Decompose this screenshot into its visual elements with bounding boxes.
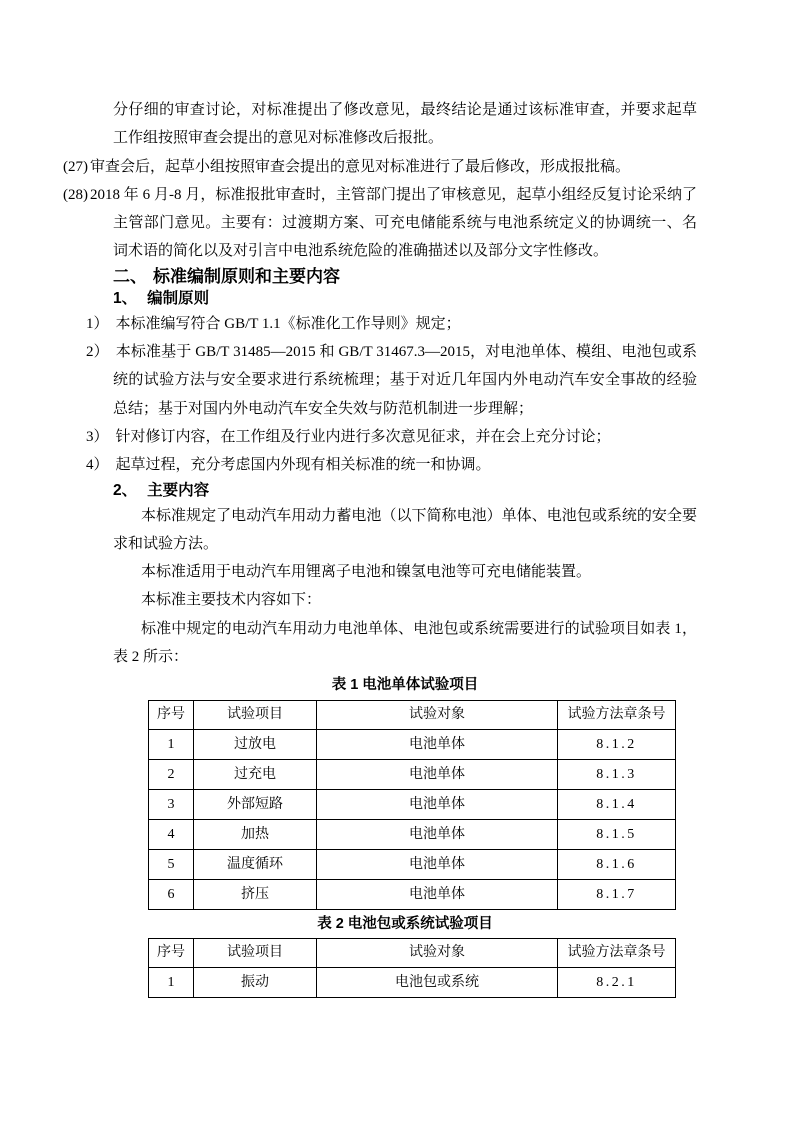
section-heading-marker: 二、 [113,266,147,286]
subsection-heading-2 [113,480,697,502]
table-cell-clause: 8.1.7 [558,879,676,909]
section-heading-title: 标准编制原则和主要内容 [153,266,340,286]
table-cell-seq: 4 [149,819,194,849]
item-marker: 4） [86,457,109,474]
table-cell-item: 挤压 [194,879,317,909]
principle-item-3 [86,423,697,451]
section-heading [113,266,697,288]
table-cell-object: 电池包或系统 [317,967,558,997]
item-text: 起草过程，充分考虑国内外现有相关标准的统一和协调。 [115,457,491,474]
table-cell-item: 过放电 [194,729,317,759]
table-1-header-clause: 试验方法章条号 [558,700,676,729]
table-cell-clause: 8.2.1 [558,967,676,997]
item-marker: 2） [86,344,109,361]
table-row [149,967,676,997]
principle-item-1 [86,310,697,338]
table-1 [148,700,676,910]
table-cell-clause: 8.1.2 [558,729,676,759]
table-row [149,789,676,819]
table-2 [148,938,676,998]
table-cell-object: 电池单体 [317,849,558,879]
table-cell-item: 温度循环 [194,849,317,879]
table-cell-item: 外部短路 [194,789,317,819]
table-row [149,759,676,789]
body-paragraph-scope: 本标准规定了电动汽车用动力蓄电池（以下简称电池）单体、电池包或系统的安全要求和试验方法。 [113,507,697,552]
item-marker: (28) [63,186,88,203]
table-1-header-row [149,700,676,729]
table-cell-item: 振动 [194,967,317,997]
subsection-1-title: 编制原则 [147,289,210,307]
principle-item-2 [86,338,697,423]
table-2-caption: 表 2 电池包或系统试验项目 [317,915,493,932]
table-1-header-seq: 序号 [149,700,194,729]
table-2-header-row [149,938,676,967]
table-1-header-item: 试验项目 [194,700,317,729]
item-text: 本标准编写符合 GB/T 1.1《标准化工作导则》规定； [115,315,461,332]
document-content [63,96,697,998]
table-2-header-item: 试验项目 [194,938,317,967]
table-row [149,879,676,909]
table-cell-clause: 8.1.6 [558,849,676,879]
subsection-heading-1 [113,288,697,310]
table-2-header-clause: 试验方法章条号 [558,938,676,967]
subsection-1-marker: 1、 [113,289,138,307]
body-paragraph-applicability: 本标准适用于电动汽车用锂离子电池和镍氢电池等可充电储能装置。 [141,564,592,581]
table-2-header-object: 试验对象 [317,938,558,967]
table-1-header-object: 试验对象 [317,700,558,729]
table-cell-clause: 8.1.3 [558,759,676,789]
table-cell-object: 电池单体 [317,819,558,849]
numbered-paragraph-27 [63,153,697,181]
body-paragraph-test-items: 标准中规定的电动汽车用动力电池单体、电池包或系统需要进行的试验项目如表 1，表 2 所示： [113,620,697,666]
table-cell-object: 电池单体 [317,789,558,819]
table-cell-seq: 3 [149,789,194,819]
item-text: 针对修订内容，在工作组及行业内进行多次意见征求，并在会上充分讨论； [115,428,611,445]
table-cell-clause: 8.1.5 [558,819,676,849]
table-cell-seq: 1 [149,967,194,997]
table-cell-object: 电池单体 [317,879,558,909]
item-text: 本标准基于 GB/T 31485—2015 和 GB/T 31467.3—2015，对电池单体、模组、电池包或系统的试验方法与安全要求进行系统梳理；基于对近几年国内外电动汽车安全事故的经验总结；基于对国内外电动汽车安全失效与防范机制进一步理解； [113,344,697,417]
table-2-header-seq: 序号 [149,938,194,967]
table-cell-object: 电池单体 [317,759,558,789]
numbered-paragraph-28 [63,181,697,266]
subsection-2-title: 主要内容 [147,481,210,499]
table-cell-seq: 5 [149,849,194,879]
table-cell-object: 电池单体 [317,729,558,759]
item-text: 审查会后，起草小组按照审查会提出的意见对标准进行了最后修改，形成报批稿。 [90,158,631,175]
item-text: 2018 年 6 月-8 月，标准报批审查时，主管部门提出了审核意见，起草小组经反复讨论采纳了主管部门意见。主要有：过渡期方案、可充电储能系统与电池系统定义的协调统一、名词术语的简化以及对引言中电池系统危险的准确描述以及部分文字性修改。 [90,186,697,260]
table-row [149,729,676,759]
table-1-caption: 表 1 电池单体试验项目 [331,677,479,694]
item-marker: (27) [63,158,88,175]
principle-item-4 [86,451,697,479]
table-cell-seq: 2 [149,759,194,789]
item-marker: 1） [86,315,109,332]
table-row [149,849,676,879]
table-cell-seq: 6 [149,879,194,909]
paragraph-continuation: 分仔细的审查讨论，对标准提出了修改意见，最终结论是通过该标准审查，并要求起草工作组按照审查会提出的意见对标准修改后报批。 [113,102,697,147]
table-cell-seq: 1 [149,729,194,759]
body-paragraph-technical-intro: 本标准主要技术内容如下： [141,592,322,609]
table-row [149,819,676,849]
table-cell-item: 加热 [194,819,317,849]
table-cell-clause: 8.1.4 [558,789,676,819]
item-marker: 3） [86,428,109,445]
table-cell-item: 过充电 [194,759,317,789]
subsection-2-marker: 2、 [113,481,138,499]
